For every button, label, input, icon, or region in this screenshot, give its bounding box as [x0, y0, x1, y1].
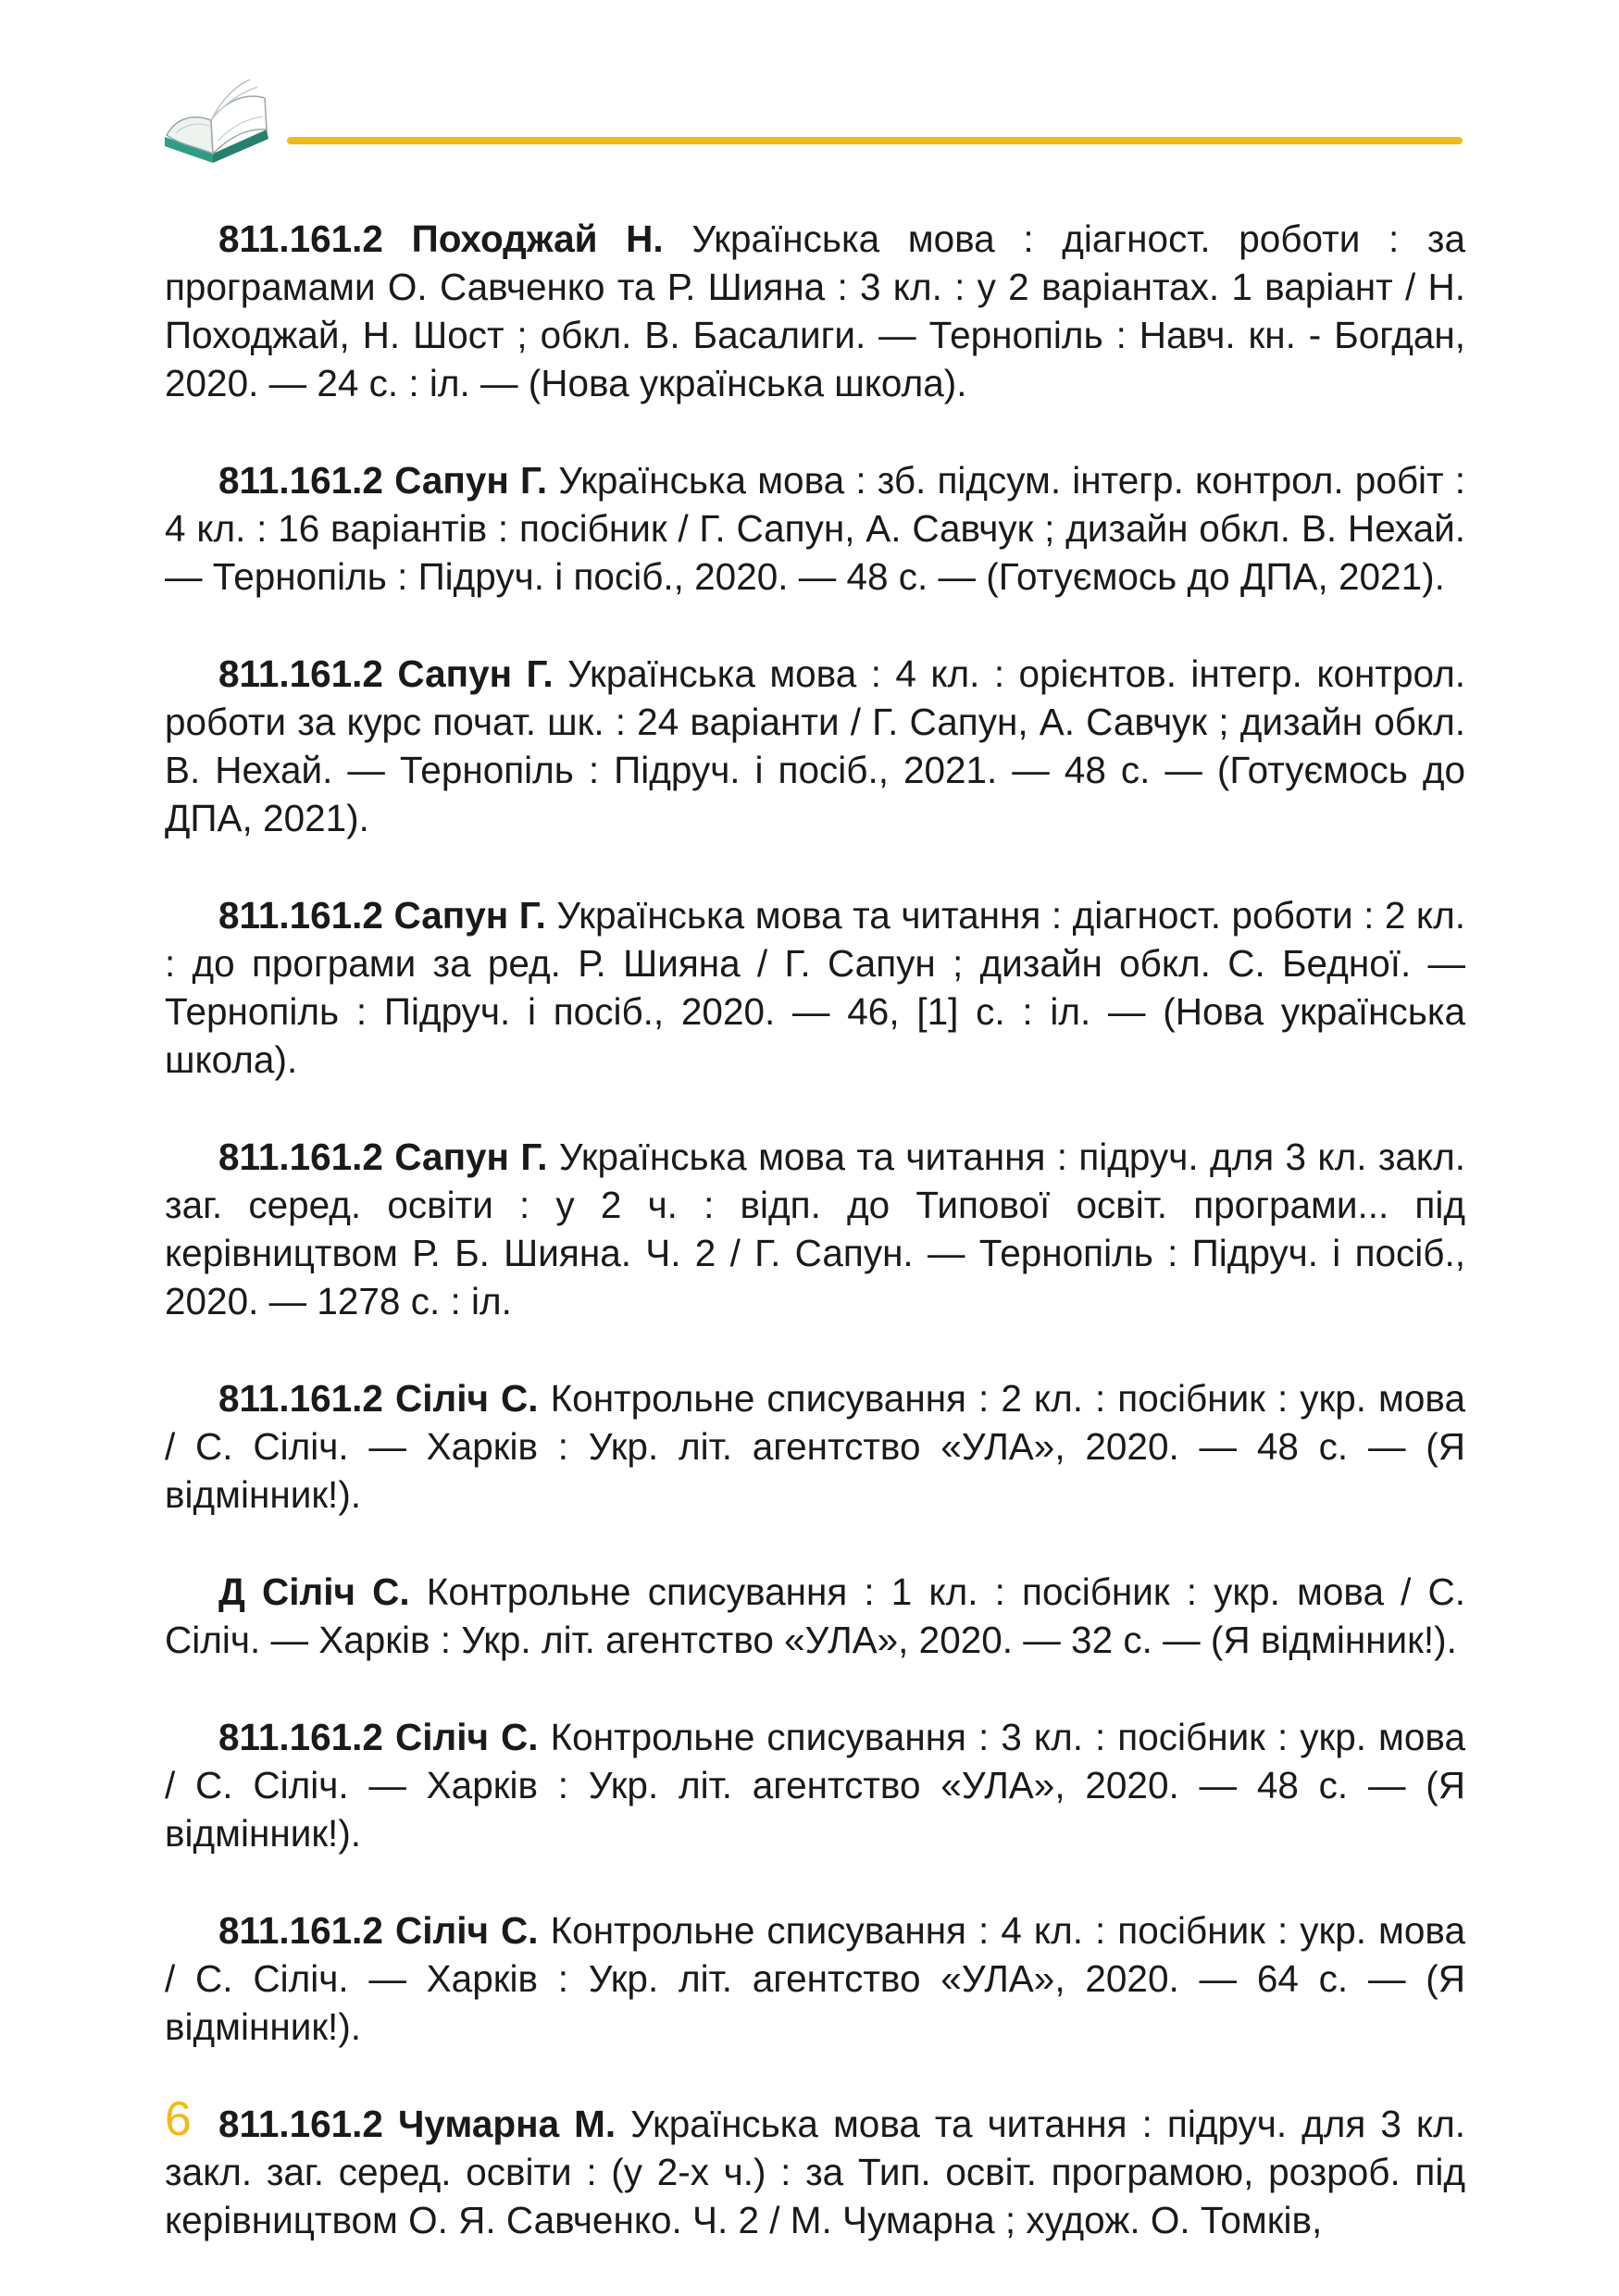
entry-description: Українська мова : 4 кл. : орієнтов. інтегр. контрол. роботи за курс почат. шк. : 24 варіанти / Г. Сапун, А. Савчук ; дизайн обкл. В. Нехай. — Тернопіль : Підруч. і посіб., 2021. — 48 с. — (Готуємось до ДПА, 2021).: [165, 652, 1466, 839]
entry-description: Контрольне списування : 2 кл. : посібник : укр. мова / С. Сіліч. — Харків : Укр. літ. агентство «УЛА», 2020. — 48 с. — (Я відмінник!).: [165, 1377, 1465, 1516]
bibliography-entry: [165, 456, 1465, 601]
bibliography-entry: [165, 1133, 1465, 1325]
bibliography-entry: [165, 1906, 1465, 2051]
entry-heading: 811.161.2 Сіліч С.: [218, 1716, 539, 1758]
entry-heading: 811.161.2 Сапун Г.: [218, 459, 548, 502]
entry-heading: 811.161.2 Сапун Г.: [218, 894, 546, 937]
bibliography-entry: [165, 215, 1465, 407]
entry-description: Контрольне списування : 3 кл. : посібник : укр. мова / С. Сіліч. — Харків : Укр. літ. агентство «УЛА», 2020. — 48 с. — (Я відмінник!).: [165, 1716, 1465, 1855]
entry-heading: 811.161.2 Сіліч С.: [218, 1377, 539, 1420]
bibliography-entry: [165, 650, 1465, 842]
entry-description: Українська мова : зб. підсум. інтегр. контрол. робіт : 4 кл. : 16 варіантів : посібник / Г. Сапун, А. Савчук ; дизайн обкл. В. Нехай. — Тернопіль : Підруч. і посіб., 2020. — 48 с. — (Готуємось до ДПА, 2021).: [165, 459, 1465, 598]
header-rule: [287, 137, 1463, 144]
entry-description: Українська мова та читання : діагност. роботи : 2 кл. : до програми за ред. Р. Шияна / Г. Сапун ; дизайн обкл. С. Бедної. — Тернопіль : Підруч. і посіб., 2020. — 46, [1] с. : іл. — (Нова українська школа).: [165, 894, 1465, 1081]
bibliography-entry: [165, 891, 1465, 1084]
page-header: [157, 72, 1472, 174]
entry-heading: 811.161.2 Походжай Н.: [218, 217, 664, 260]
entry-description: Контрольне списування : 1 кл. : посібник : укр. мова / С. Сіліч. — Харків : Укр. літ. агентство «УЛА», 2020. — 32 с. — (Я відмінник!).: [165, 1570, 1465, 1661]
entry-description: Українська мова та читання : підруч. для 3 кл. закл. заг. серед. освіти : (у 2-х ч.) : за Тип. освіт. програмою, розроб. під керівництвом О. Я. Савченко. Ч. 2 / М. Чумарна ; худож. О. Томків,: [165, 2103, 1465, 2241]
open-book-icon: [157, 72, 278, 174]
bibliography-entry: [165, 2100, 1465, 2244]
bibliography-list: [165, 215, 1465, 2293]
entry-heading: 811.161.2 Сапун Г.: [218, 1136, 548, 1178]
entry-heading: Д Сіліч С.: [218, 1570, 410, 1613]
entry-description: Контрольне списування : 4 кл. : посібник : укр. мова / С. Сіліч. — Харків : Укр. літ. агентство «УЛА», 2020. — 64 с. — (Я відмінник!).: [165, 1909, 1465, 2048]
bibliography-entry: [165, 1713, 1465, 1857]
entry-heading: 811.161.2 Чумарна М.: [218, 2103, 616, 2145]
bibliography-entry: [165, 1568, 1465, 1664]
bibliography-entry: [165, 1374, 1465, 1519]
entry-heading: 811.161.2 Сіліч С.: [218, 1909, 539, 1952]
entry-description: Українська мова та читання : підруч. для 3 кл. закл. заг. серед. освіти : у 2 ч. : відп. до Типової освіт. програми... під керівництвом Р. Б. Шияна. Ч. 2 / Г. Сапун. — Тернопіль : Підруч. і посіб., 2020. — 1278 с. : іл.: [165, 1136, 1465, 1322]
page-number: 6: [165, 2092, 192, 2146]
entry-heading: 811.161.2 Сапун Г.: [218, 652, 554, 695]
entry-description: Українська мова : діагност. роботи : за програмами О. Савченко та Р. Шияна : 3 кл. : у 2 варіантах. 1 варіант / Н. Походжай, Н. Шост ; обкл. В. Басалиги. — Тернопіль : Навч. кн. - Богдан, 2020. — 24 с. : іл. — (Нова українська школа).: [165, 217, 1465, 404]
